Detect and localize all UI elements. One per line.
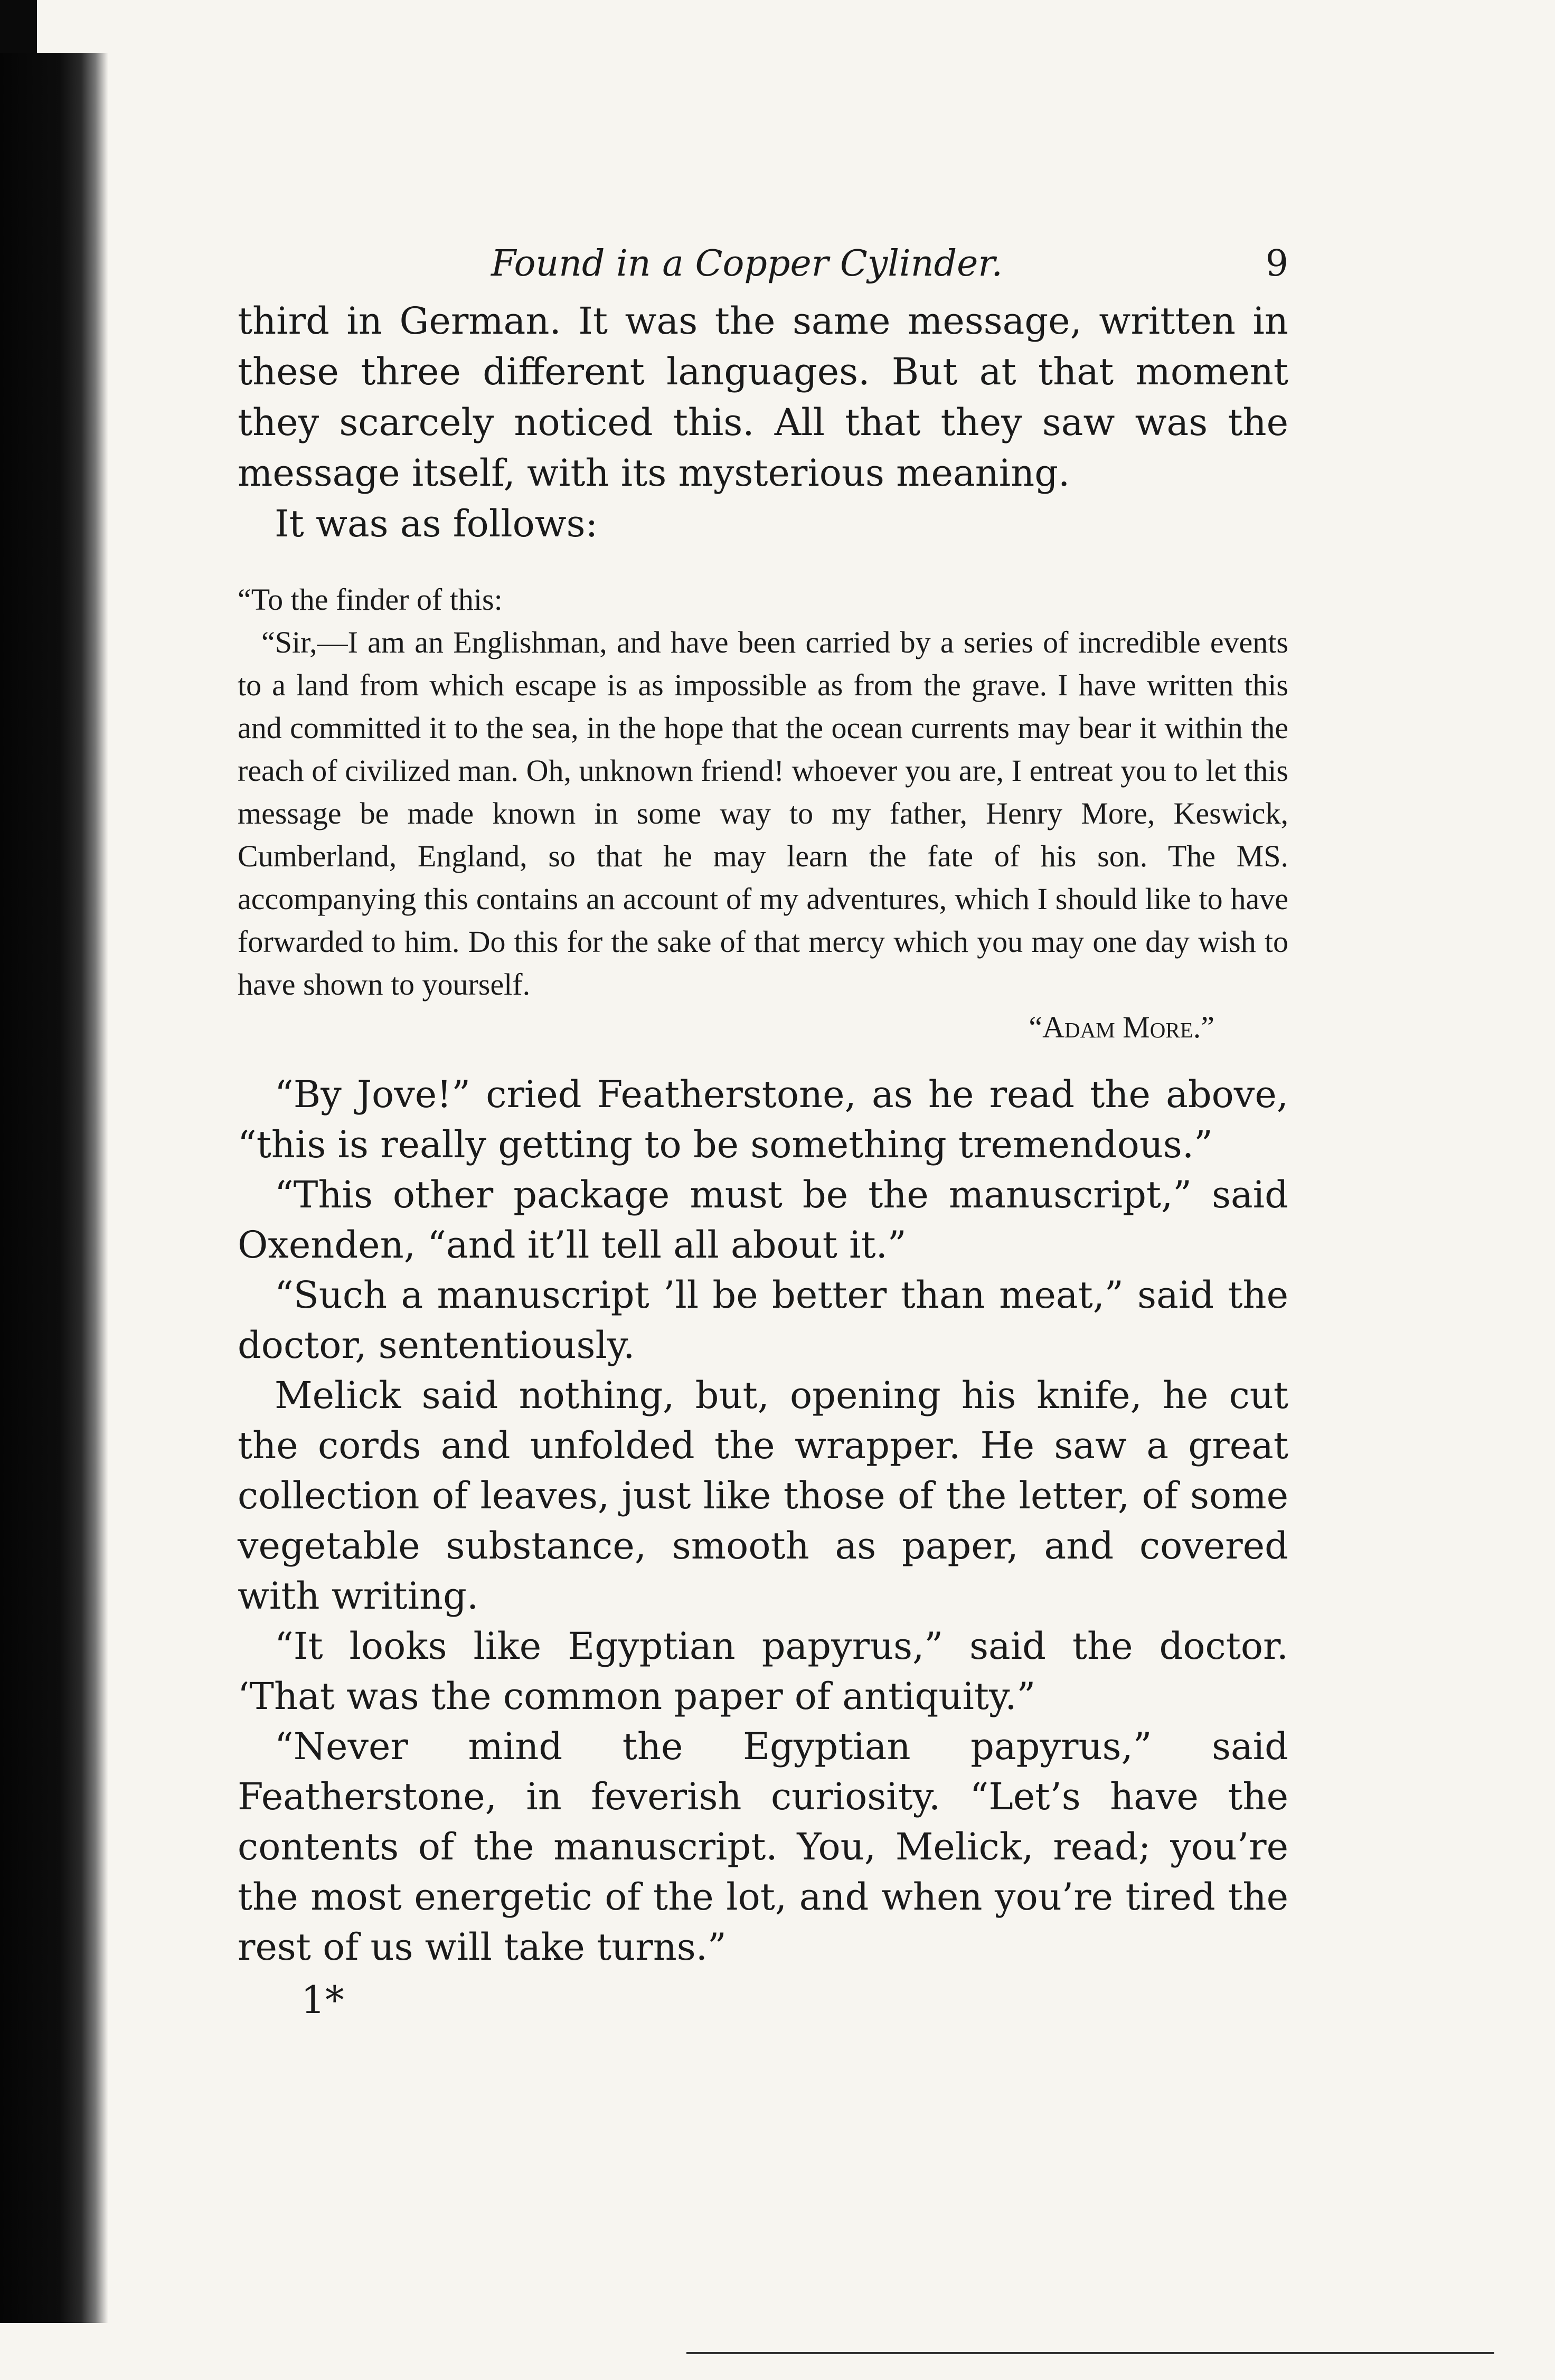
narrative-paragraph-2: “This other package must be the manuscript,” said Oxenden, “and it’ll tell all about it.”: [238, 1173, 1288, 1267]
narrative-paragraph-5: “It looks like Egyptian papyrus,” said the doctor. ‘That was the common paper of antiquity.”: [238, 1625, 1288, 1718]
narrative-paragraph-6: “Never mind the Egyptian papyrus,” said Featherstone, in feverish curiosity. “Let’s have the contents of the manuscript. You, Melick, read; you’re the most energetic of the lot, and when you’re tired the rest of us will take turns.”: [238, 1725, 1288, 1969]
narrative-paragraph-1: “By Jove!” cried Featherstone, as he read the above, “this is really getting to be something tremendous.”: [238, 1073, 1288, 1166]
opening-follows-line: It was as follows:: [275, 502, 598, 545]
narrative-section: [238, 1070, 1288, 1972]
signature-mark: 1*: [301, 1978, 344, 2022]
letter-body: “Sir,—I am an Englishman, and have been carried by a series of incredible events to a land from which escape is as impossible as from the grave. I have written this and committed it to the sea, in the hope that the ocean currents may bear it within the reach of civilized man. Oh, unknown friend! whoever you are, I entreat you to let this message be made known in some way to my father, Henry More, Keswick, Cumberland, England, so that he may learn the fate of his son. The MS. accompanying this contains an account of my adventures, which I should like to have forwarded to him. Do this for the sake of that mercy which you may one day wish to have shown to yourself.: [238, 625, 1288, 1002]
letter-signature: “Adam More.”: [1029, 1010, 1214, 1044]
running-title: Found in a Copper Cylinder.: [491, 243, 1003, 285]
bottom-rule: [686, 2352, 1494, 2354]
narrative-paragraph-4: Melick said nothing, but, opening his knife, he cut the cords and unfolded the wrapper. He saw a great collection of leaves, just like those of the letter, of some vegetable substance, smooth as paper, and covered with writing.: [238, 1374, 1288, 1618]
letter-salutation: “To the finder of this:: [238, 582, 503, 617]
running-head: [238, 232, 1288, 296]
page-number: 9: [1265, 243, 1288, 285]
book-spine-shadow: [0, 53, 108, 2323]
quoted-letter: [238, 578, 1288, 1049]
narrative-paragraph-3: “Such a manuscript ’ll be better than meat,” said the doctor, sententiously.: [238, 1273, 1288, 1367]
book-page: [238, 232, 1288, 2022]
opening-paragraph: third in German. It was the same message, written in these three different languages. But at that moment they scarcely noticed this. All that they saw was the message itself, with its mysterious meaning.: [238, 299, 1288, 495]
